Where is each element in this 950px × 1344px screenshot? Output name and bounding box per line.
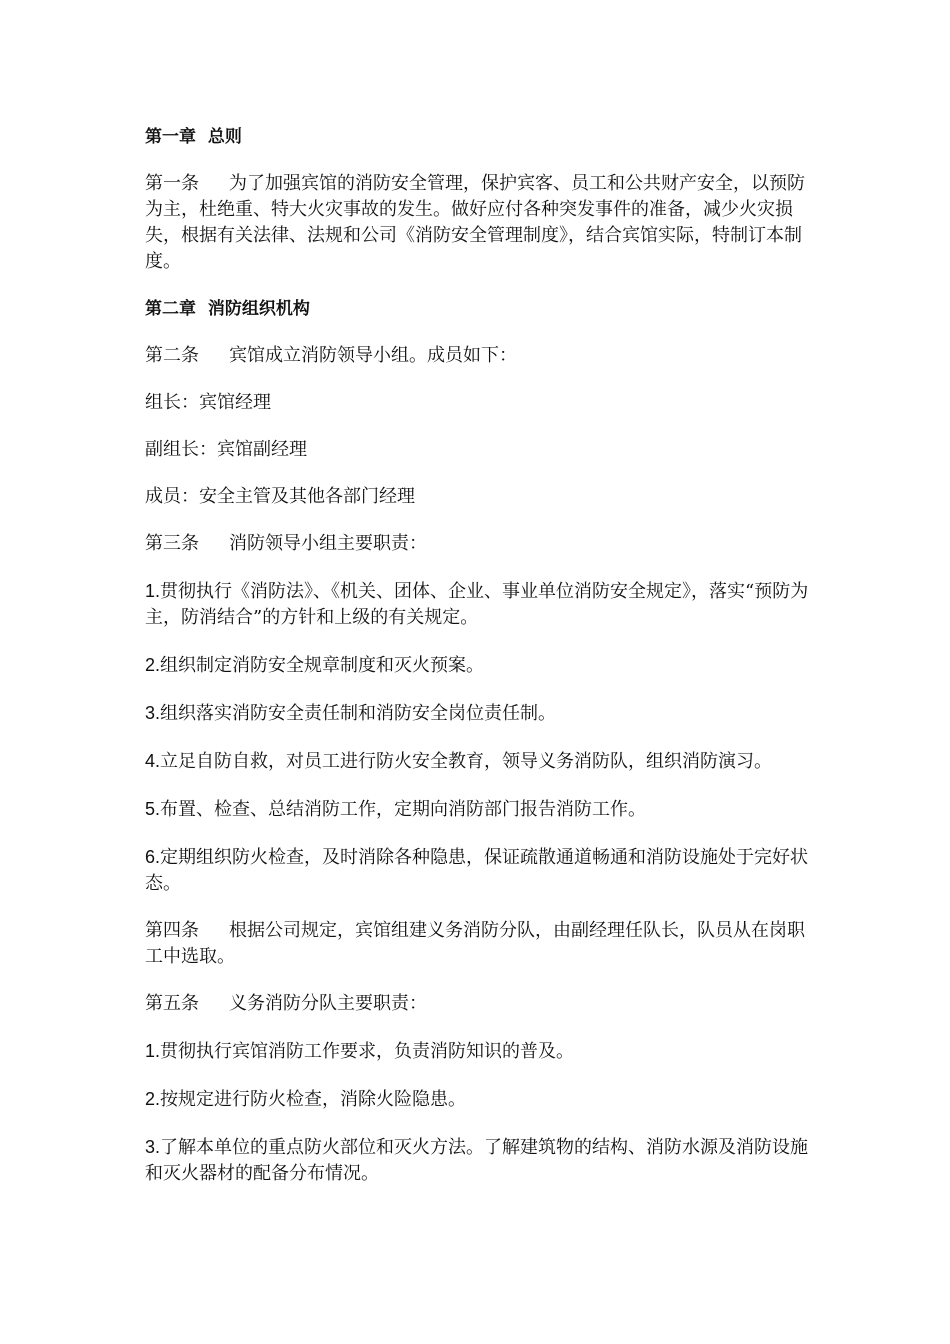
document-page [145,124,810,1208]
duty-3-4: 4.立足自防自救，对员工进行防火安全教育，领导义务消防队，组织消防演习。 [145,751,773,772]
duty-3-6: 6.定期组织防火检查，及时消除各种隐患，保证疏散通道畅通和消防设施处于完好状态。 [145,847,809,894]
duty-5-1: 1.贯彻执行宾馆消防工作要求，负责消防知识的普及。 [145,1041,575,1062]
article-5 [145,991,810,1017]
member-others: 成员：安全主管及其他各部门经理 [145,486,415,507]
duty-5-3: 3.了解本单位的重点防火部位和灭火方法。了解建筑物的结构、消防水源及消防设施和灭火器材的配备分布情况。 [145,1137,809,1184]
article-3-label: 第三条 [145,533,199,554]
article-3 [145,531,810,557]
article-4-text: 根据公司规定，宾馆组建义务消防分队，由副经理任队长，队员从在岗职工中选取。 [145,920,805,967]
article-4 [145,918,810,970]
article-3-text: 消防领导小组主要职责： [229,533,427,554]
article-1 [145,171,810,275]
duty-3-5: 5.布置、检查、总结消防工作，定期向消防部门报告消防工作。 [145,799,647,820]
article-5-text: 义务消防分队主要职责： [229,993,427,1014]
article-4-label: 第四条 [145,920,199,941]
article-1-label: 第一条 [145,173,199,194]
duty-3-1: 1.贯彻执行《消防法》、《机关、团体、企业、事业单位消防安全规定》，落实“预防为主，防消结合”的方针和上级的有关规定。 [145,581,809,628]
chapter-2-heading: 第二章 消防组织机构 [145,299,310,319]
duty-3-2: 2.组织制定消防安全规章制度和灭火预案。 [145,655,485,676]
article-2 [145,343,810,369]
duty-5-2: 2.按规定进行防火检查，消除火险隐患。 [145,1089,467,1110]
duty-3-3: 3.组织落实消防安全责任制和消防安全岗位责任制。 [145,703,557,724]
article-5-label: 第五条 [145,993,199,1014]
article-2-label: 第二条 [145,345,199,366]
article-2-text: 宾馆成立消防领导小组。成员如下： [229,345,517,366]
member-leader: 组长：宾馆经理 [145,392,271,413]
chapter-1-heading: 第一章 总则 [145,127,242,147]
member-deputy: 副组长：宾馆副经理 [145,439,307,460]
article-1-text: 为了加强宾馆的消防安全管理，保护宾客、员工和公共财产安全，以预防为主，杜绝重、特大火灾事故的发生。做好应付各种突发事件的准备，减少火灾损失，根据有关法律、法规和公司《消防安全管理制度》，结合宾馆实际，特制订本制度。 [145,173,805,272]
